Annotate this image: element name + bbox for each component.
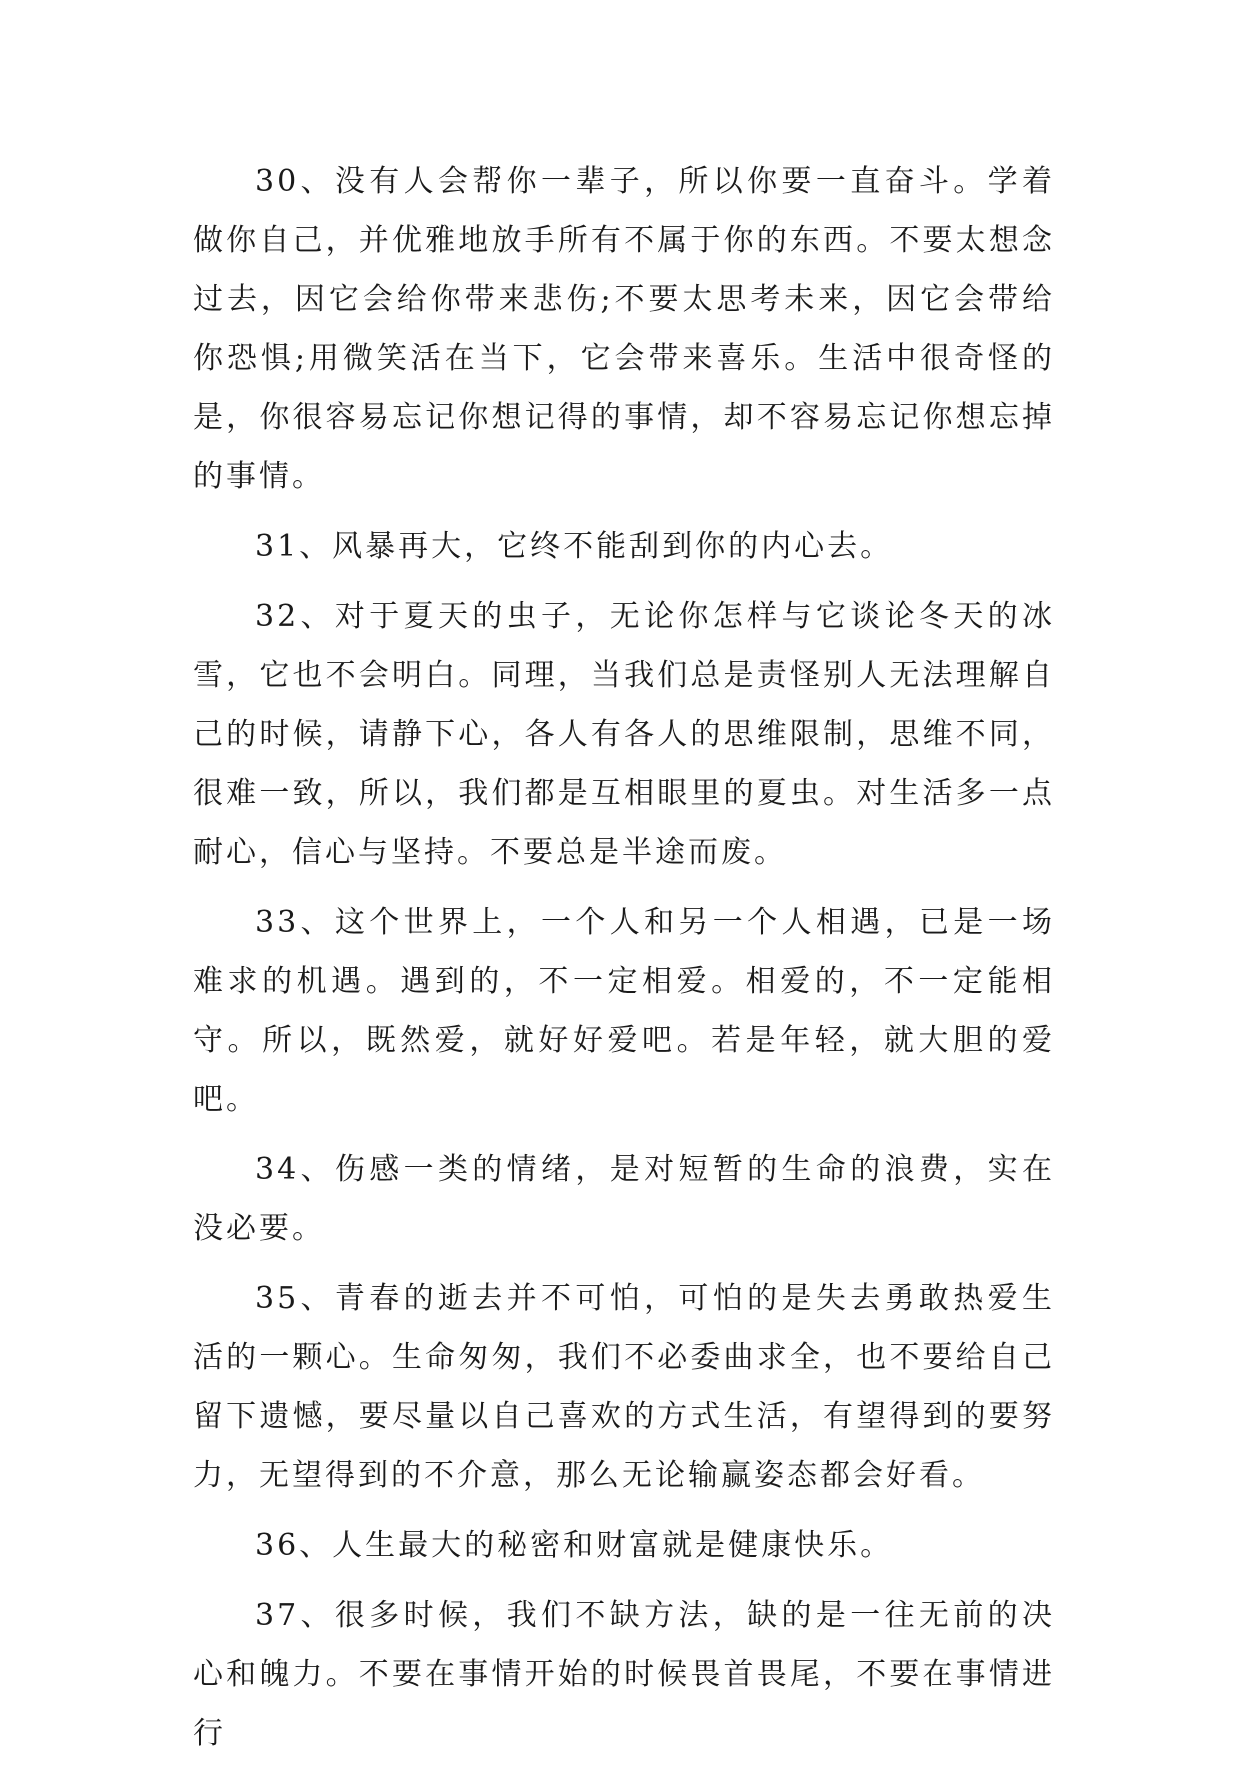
paragraph-32: 32、对于夏天的虫子，无论你怎样与它谈论冬天的冰雪，它也不会明白。同理，当我们总是责怪别人无法理解自己的时候，请静下心，各人有各人的思维限制，思维不同，很难一致，所以，我们都是互相眼里的夏虫。对生活多一点耐心，信心与坚持。不要总是半途而废。	[193, 599, 1055, 870]
paragraph-36: 36、人生最大的秘密和财富就是健康快乐。	[255, 1528, 894, 1563]
paragraph-30: 30、没有人会帮你一辈子，所以你要一直奋斗。学着做你自己，并优雅地放手所有不属于你的东西。不要太想念过去，因它会给你带来悲伤;不要太思考未来，因它会带给你恐惧;用微笑活在当下，它会带来喜乐。生活中很奇怪的是，你很容易忘记你想记得的事情，却不容易忘记你想忘掉的事情。	[193, 164, 1055, 494]
document-body	[193, 152, 1055, 1774]
paragraph-31: 31、风暴再大，它终不能刮到你的内心去。	[255, 529, 894, 564]
paragraph-37: 37、很多时候，我们不缺方法，缺的是一往无前的决心和魄力。不要在事情开始的时候畏首畏尾，不要在事情进行	[193, 1598, 1055, 1751]
paragraph-34: 34、伤感一类的情绪，是对短暂的生命的浪费，实在没必要。	[193, 1152, 1055, 1246]
paragraph-35: 35、青春的逝去并不可怕，可怕的是失去勇敢热爱生活的一颗心。生命匆匆，我们不必委曲求全，也不要给自己留下遗憾，要尽量以自己喜欢的方式生活，有望得到的要努力，无望得到的不介意，那么无论输赢姿态都会好看。	[193, 1281, 1055, 1493]
paragraph-33: 33、这个世界上，一个人和另一个人相遇，已是一场难求的机遇。遇到的，不一定相爱。相爱的，不一定能相守。所以，既然爱，就好好爱吧。若是年轻，就大胆的爱吧。	[193, 905, 1055, 1117]
